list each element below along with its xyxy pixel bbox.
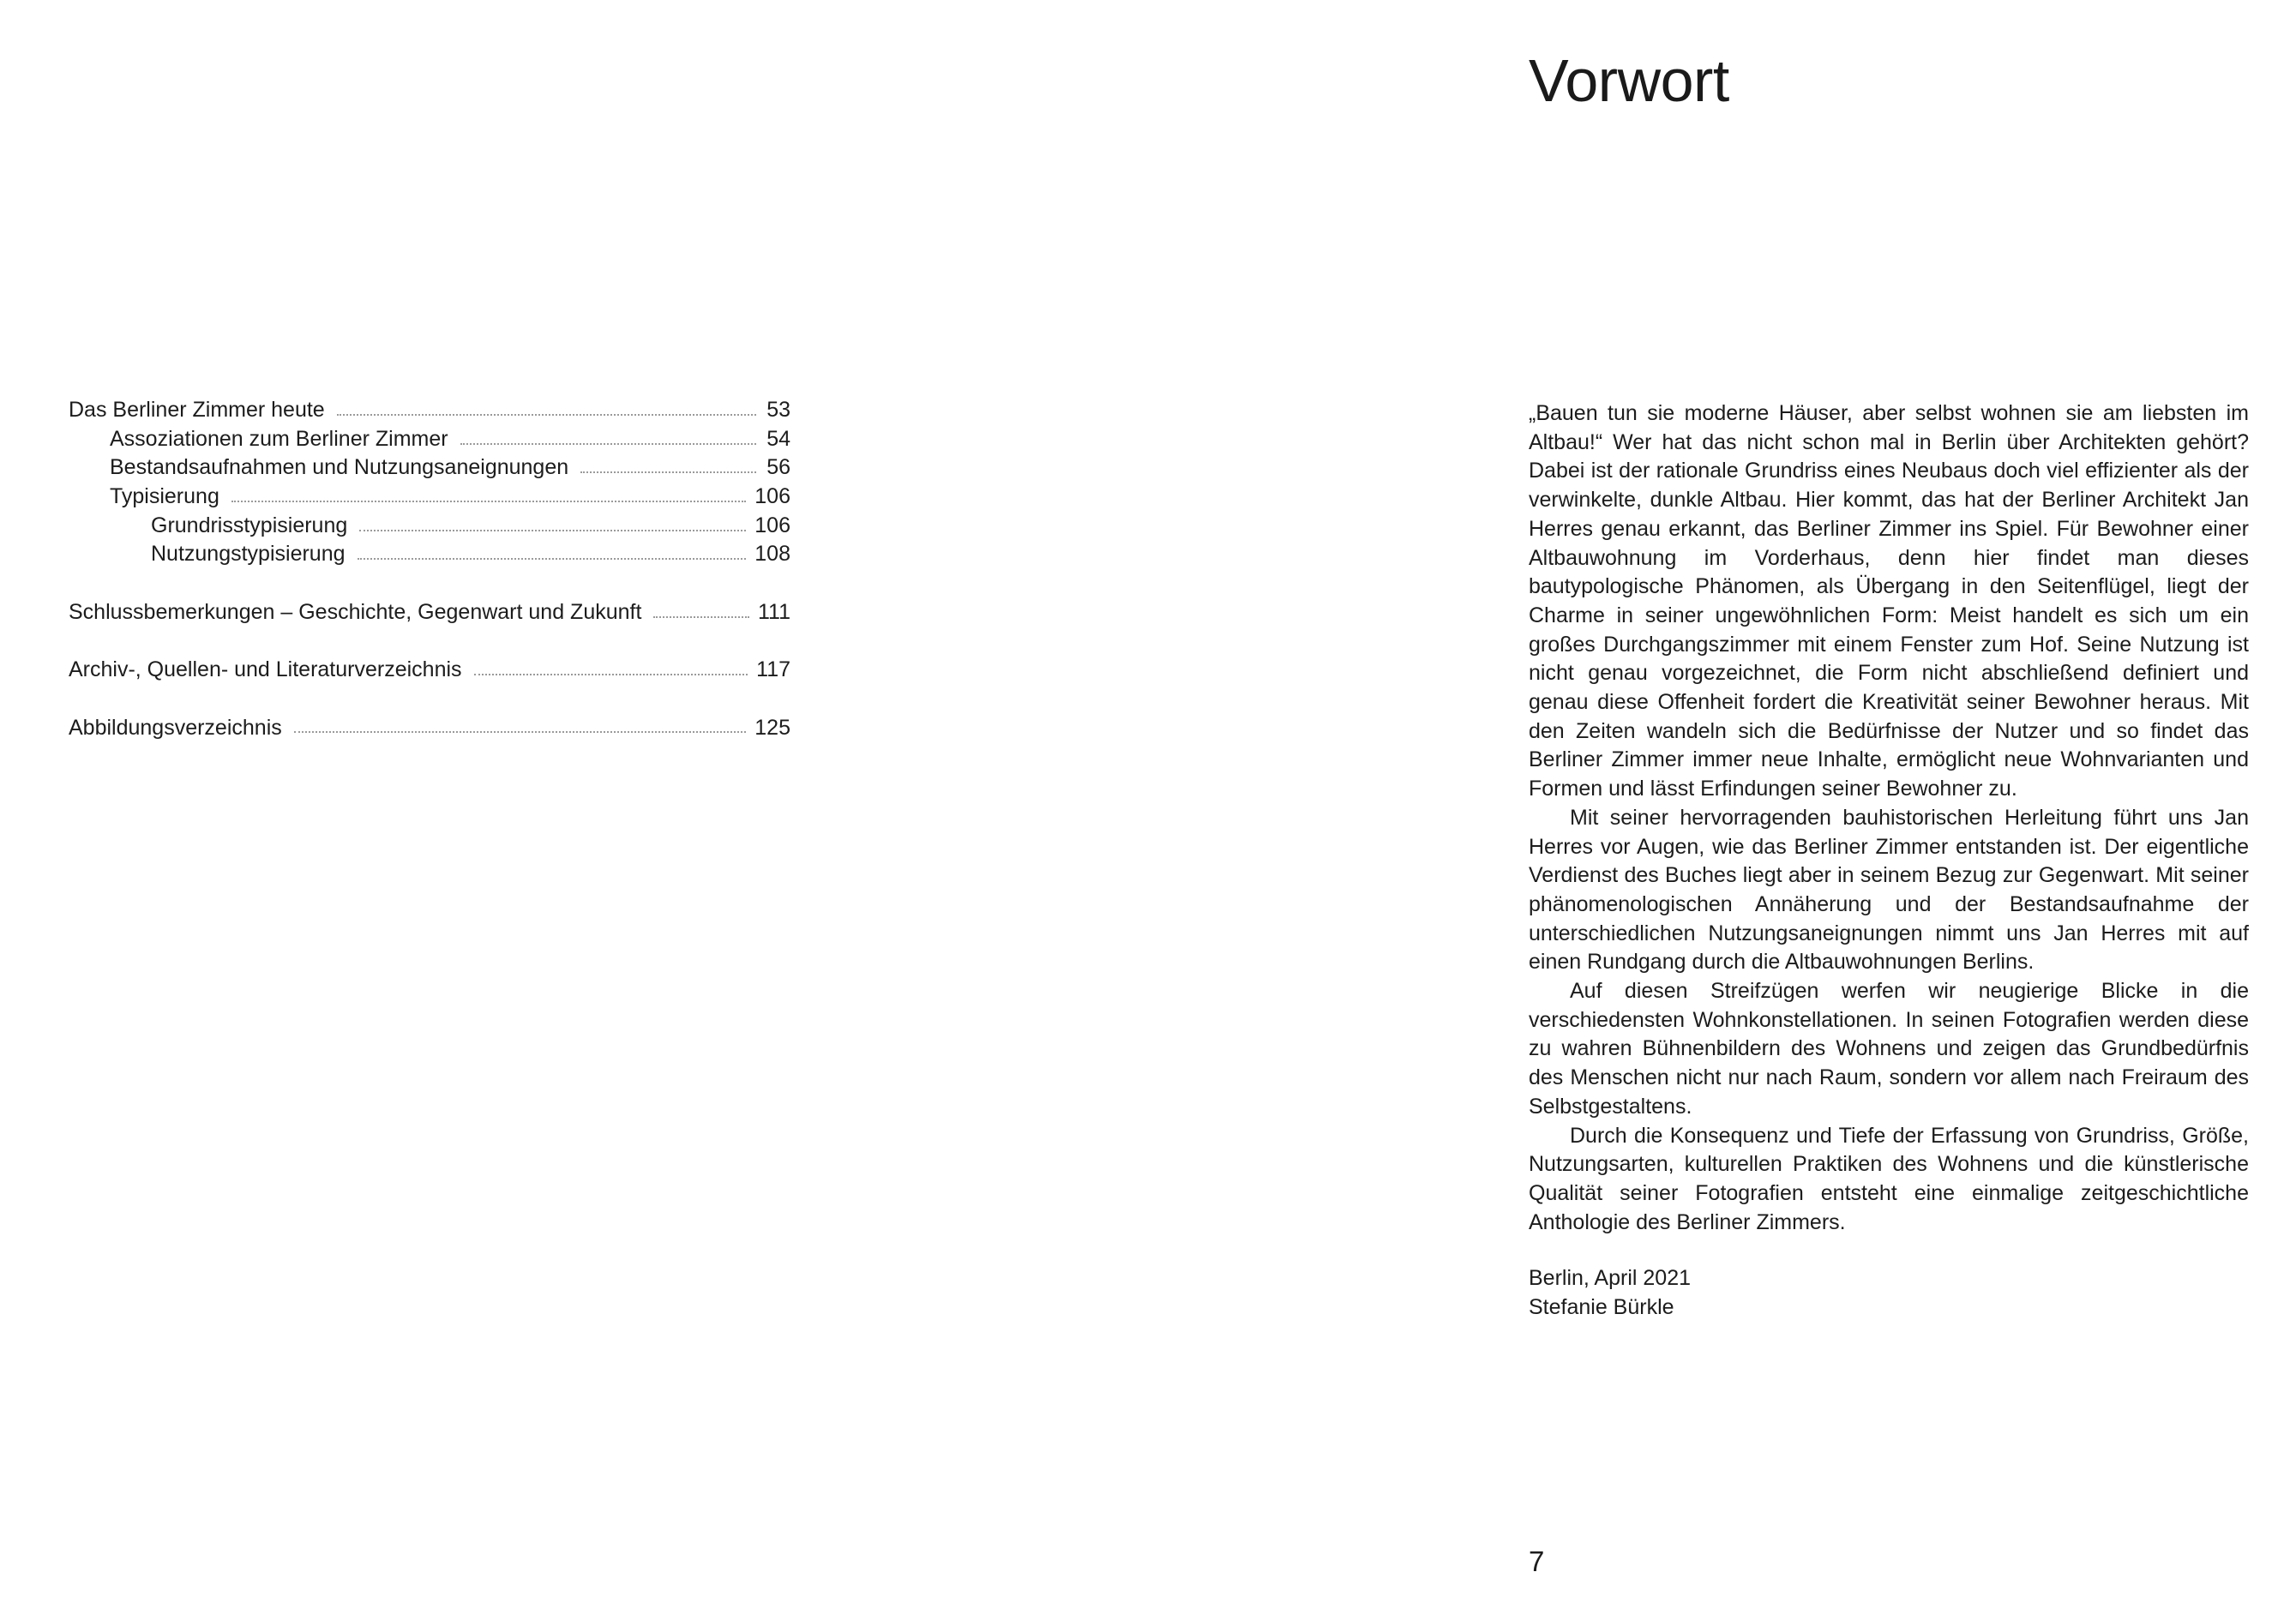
toc-dot-leader [337, 414, 756, 416]
toc-entry-title: Bestandsaufnahmen und Nutzungsaneignungen [110, 455, 569, 480]
toc-dot-leader [460, 443, 756, 445]
toc-entry[interactable] [69, 396, 790, 425]
toc-dot-leader [359, 530, 746, 531]
author-name: Stefanie Bürkle [1529, 1294, 1674, 1319]
page-number: 7 [1529, 1545, 1545, 1577]
toc-entry-page: 53 [766, 398, 790, 422]
toc-entry[interactable] [69, 425, 790, 454]
toc-dot-leader [358, 558, 747, 560]
toc-entry-title: Nutzungstypisierung [151, 542, 346, 567]
foreword-paragraph: Durch die Konsequenz und Tiefe der Erfassung von Grundriss, Größe, Nutzungsarten, kulturellen Praktiken des Wohnens und die künstlerische Qualität seiner Fotografien entsteht eine einmalige zeitgeschichtliche Anthologie des Berliner Zimmers. [1529, 1123, 2249, 1234]
foreword-body [1529, 399, 2249, 1237]
toc-entry-page: 106 [754, 513, 790, 537]
table-of-contents [69, 396, 790, 742]
toc-entry-title: Das Berliner Zimmer heute [69, 398, 325, 422]
foreword-paragraph: Mit seiner hervorragenden bauhistorischen Herleitung führt uns Jan Herres vor Augen, wie das Berliner Zimmer entstanden ist. Der eigentliche Verdienst des Buches liegt aber in seinem Bezug zur Gegenwart. Mit seiner phänomenologischen Annäherung und der Bestandsaufnahme der unterschiedlichen Nutzungsaneignungen nimmt uns Jan Herres mit auf einen Rundgang durch die Altbauwohnungen Berlins. [1529, 805, 2249, 975]
foreword-paragraph: „Bauen tun sie moderne Häuser, aber selbst wohnen sie am liebsten im Altbau!“ Wer hat das nicht schon mal in Berlin über Architekten gehört? Dabei ist der rationale Grundriss eines Neubaus doch viel effizienter als der verwinkelte, dunkle Altbau. Hier kommt, das hat der Berliner Architekt Jan Herres genau erkannt, das Berliner Zimmer ins Spiel. Für Bewohner einer Altbauwohnung im Vorderhaus, denn hier findet man dieses bautypologische Phänomen, als Übergang in den Seitenflügel, liegt der Charme in seiner ungewöhnlichen Form: Meist handelt es sich um ein großes Durchgangszimmer mit einem Fenster zum Hof. Seine Nutzung ist nicht genau vorgezeichnet, die Form nicht abschließend definiert und genau diese Offenheit fordert die Kreativität seiner Bewohner heraus. Mit den Zeiten wandeln sich die Bedürfnisse der Nutzer und so findet das Berliner Zimmer immer neue Inhalte, ermöglicht neue Wohnvarianten und Formen und lässt Erfindungen seiner Bewohner zu. [1529, 401, 2249, 801]
toc-entry-page: 117 [756, 657, 790, 682]
toc-entry[interactable] [69, 540, 790, 569]
toc-entry-page: 125 [754, 715, 790, 740]
toc-entry[interactable] [69, 714, 790, 743]
toc-entry-title: Grundrisstypisierung [151, 513, 348, 537]
toc-entry[interactable] [69, 512, 790, 541]
toc-entry-title: Typisierung [110, 484, 219, 509]
toc-dot-leader [474, 674, 748, 675]
toc-entry[interactable] [69, 483, 790, 512]
place-date: Berlin, April 2021 [1529, 1266, 1692, 1290]
toc-entry[interactable] [69, 598, 790, 627]
toc-dot-leader [294, 731, 747, 733]
toc-dot-leader [580, 471, 756, 473]
toc-entry-page: 54 [766, 426, 790, 451]
toc-entry[interactable] [69, 453, 790, 483]
toc-entry-page: 56 [766, 455, 790, 480]
toc-entry-title: Schlussbemerkungen – Geschichte, Gegenwart und Zukunft [69, 599, 642, 624]
toc-entry[interactable] [69, 656, 790, 685]
signature-block [1529, 1264, 1691, 1322]
toc-entry-title: Assoziationen zum Berliner Zimmer [110, 426, 448, 451]
toc-dot-leader [653, 616, 749, 618]
toc-entry-title: Archiv-, Quellen- und Literaturverzeichnis [69, 657, 462, 682]
page-title: Vorwort [1529, 47, 1729, 114]
toc-entry-page: 106 [754, 484, 790, 509]
toc-dot-leader [231, 501, 746, 502]
foreword-paragraph: Auf diesen Streifzügen werfen wir neugierige Blicke in die verschiedensten Wohnkonstellationen. In seinen Fotografien werden diese zu wahren Bühnenbildern des Wohnens und zeigen das Grundbedürfnis des Menschen nicht nur nach Raum, sondern vor allem nach Freiraum des Selbstgestaltens. [1529, 979, 2249, 1119]
toc-entry-title: Abbildungsverzeichnis [69, 715, 282, 740]
toc-entry-page: 108 [754, 542, 790, 567]
toc-entry-page: 111 [757, 599, 790, 624]
